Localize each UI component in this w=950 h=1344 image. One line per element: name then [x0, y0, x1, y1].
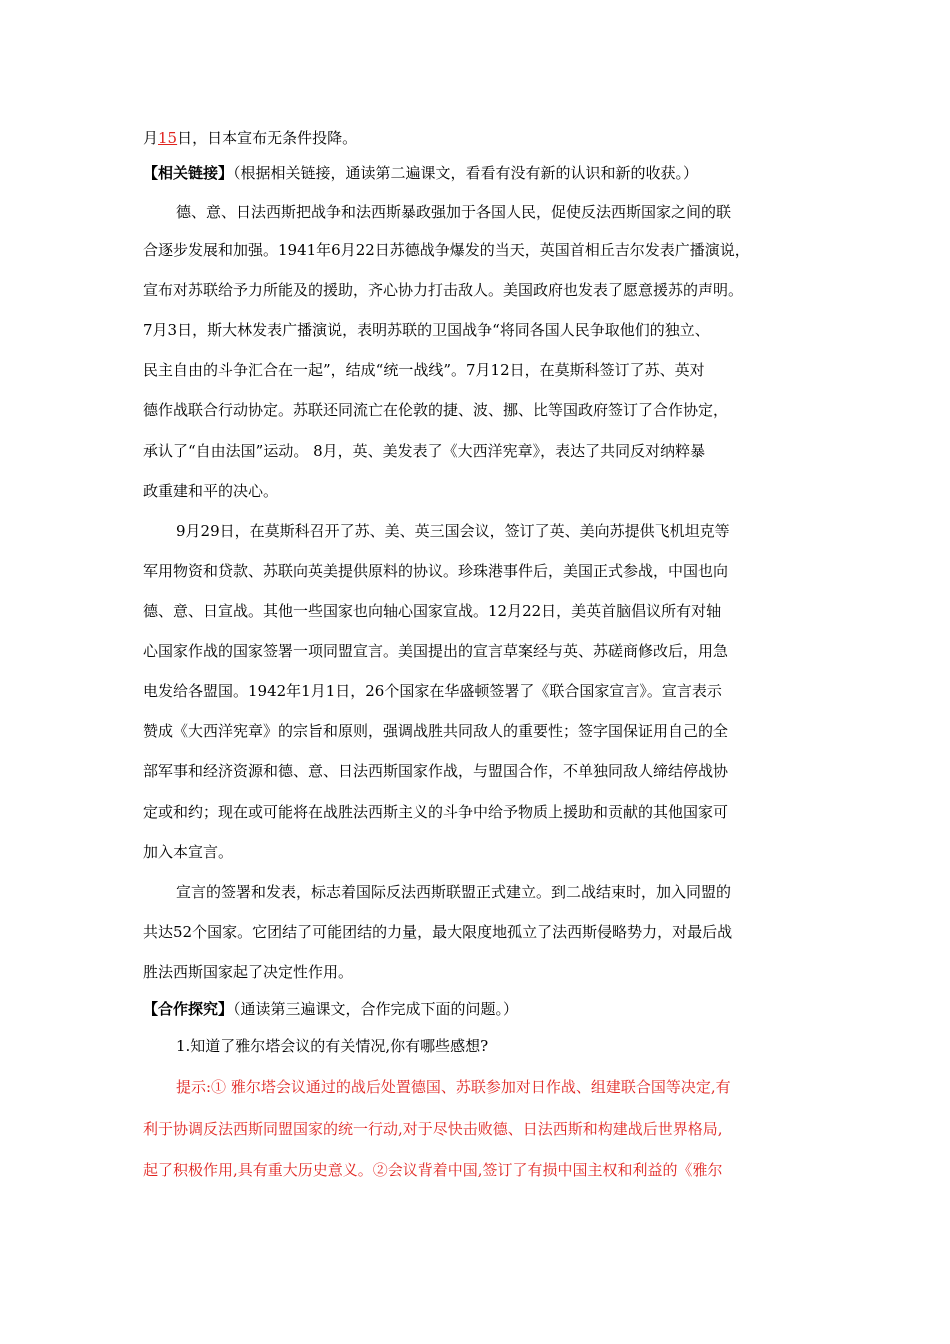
- paragraph3-line: 共达52个国家。它团结了可能团结的力量，最大限度地孤立了法西斯侵略势力，对最后战: [143, 923, 733, 941]
- section-related-links: [143, 163, 698, 183]
- paragraph2-line: 9月29日，在莫斯科召开了苏、美、英三国会议，签订了英、美向苏提供飞机坦克等: [176, 522, 730, 540]
- question-1: 1.知道了雅尔塔会议的有关情况,你有哪些感想?: [176, 1037, 489, 1055]
- text-month: 月: [143, 129, 159, 147]
- paragraph2-line: 加入本宣言。: [143, 843, 234, 861]
- text-day-number: 15: [158, 129, 178, 147]
- paragraph2-line: 军用物资和贷款、苏联向英美提供原料的协议。珍珠港事件后，美国正式参战，中国也向: [143, 562, 729, 580]
- cooperative-inquiry-heading: 【合作探究】: [143, 1000, 234, 1018]
- paragraph2-line: 德、意、日宣战。其他一些国家也向轴心国家宣战。12月22日，美英首脑倡议所有对轴: [143, 602, 722, 620]
- related-links-note: （根据相关链接，通读第二遍课文，看看有没有新的认识和新的收获。）: [233, 164, 699, 182]
- paragraph2-line: 定或和约；现在或可能将在战胜法西斯主义的斗争中给予物质上援助和贡献的其他国家可: [143, 803, 729, 821]
- hint-line: 利于协调反法西斯同盟国家的统一行动,对于尽快击败德、日法西斯和构建战后世界格局,: [143, 1120, 723, 1138]
- paragraph1-line: 宣布对苏联给予力所能及的援助，齐心协力打击敌人。美国政府也发表了愿意援苏的声明。: [143, 281, 744, 299]
- paragraph1-line: 承认了“自由法国”运动。 8月，英、美发表了《大西洋宪章》，表达了共同反对纳粹暴: [143, 442, 706, 460]
- paragraph3-line: 宣言的签署和发表，标志着国际反法西斯联盟正式建立。到二战结束时，加入同盟的: [176, 883, 732, 901]
- cooperative-inquiry-note: （通读第三遍课文，合作完成下面的问题。）: [233, 1000, 519, 1018]
- related-links-heading: 【相关链接】: [143, 164, 234, 182]
- paragraph2-line: 电发给各盟国。1942年1月1日，26个国家在华盛顿签署了《联合国家宣言》。宣言表示: [143, 682, 722, 700]
- paragraph3-line: 胜法西斯国家起了决定性作用。: [143, 963, 354, 981]
- line-surrender: [143, 128, 357, 148]
- hint-line: 提示:① 雅尔塔会议通过的战后处置德国、苏联参加对日作战、组建联合国等决定,有: [176, 1078, 731, 1096]
- section-cooperative-inquiry: [143, 999, 518, 1019]
- paragraph1-line: 政重建和平的决心。: [143, 482, 279, 500]
- hint-line: 起了积极作用,具有重大历史意义。②会议背着中国,签订了有损中国主权和利益的《雅尔: [143, 1161, 723, 1179]
- paragraph2-line: 部军事和经济资源和德、意、日法西斯国家作战，与盟国合作，不单独同敌人缔结停战协: [143, 762, 729, 780]
- text-surrender: 日，日本宣布无条件投降。: [177, 129, 358, 147]
- paragraph1-line: 德、意、日法西斯把战争和法西斯暴政强加于各国人民，促使反法西斯国家之间的联: [176, 203, 732, 221]
- paragraph2-line: 赞成《大西洋宪章》的宗旨和原则，强调战胜共同敌人的重要性；签字国保证用自己的全: [143, 722, 729, 740]
- paragraph1-line: 民主自由的斗争汇合在一起”，结成“统一战线”。7月12日，在莫斯科签订了苏、英对: [143, 361, 705, 379]
- paragraph1-line: 德作战联合行动协定。苏联还同流亡在伦敦的捷、波、挪、比等国政府签订了合作协定，: [143, 401, 729, 419]
- paragraph2-line: 心国家作战的国家签署一项同盟宣言。美国提出的宣言草案经与英、苏磋商修改后，用急: [143, 642, 729, 660]
- paragraph1-line: 7月3日，斯大林发表广播演说，表明苏联的卫国战争“将同各国人民争取他们的独立、: [143, 321, 710, 339]
- paragraph1-line: 合逐步发展和加强。1941年6月22日苏德战争爆发的当天，英国首相丘吉尔发表广播演说，: [143, 241, 750, 259]
